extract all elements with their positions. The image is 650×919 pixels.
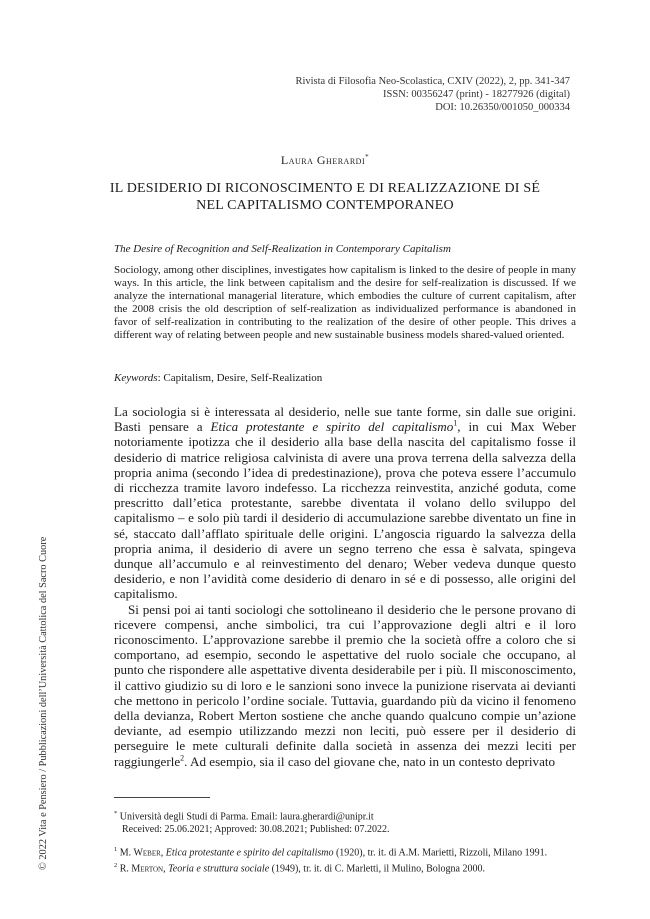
cited-work-title: Etica protestante e spirito del capitalismo bbox=[210, 419, 454, 435]
paragraph-1 bbox=[114, 404, 576, 602]
footnote-ref-2: 2 bbox=[180, 753, 185, 763]
author-name bbox=[0, 153, 650, 168]
article-title-line-1: IL DESIDERIO DI RICONOSCIMENTO E DI REALIZZAZIONE DI SÉ bbox=[109, 181, 541, 196]
article-title-line-2: NEL CAPITALISMO CONTEMPORANEO bbox=[196, 198, 454, 213]
issn: ISSN: 00356247 (print) - 18277926 (digital) bbox=[383, 89, 570, 100]
footnote-divider bbox=[114, 797, 210, 798]
footnote-ref-1: 1 bbox=[453, 418, 458, 428]
journal-header bbox=[230, 75, 570, 114]
author-footnote-marker: * bbox=[365, 153, 370, 161]
doi: DOI: 10.26350/001050_000334 bbox=[435, 102, 570, 113]
copyright-sidebar: © 2022 Vita e Pensiero / Pubblicazioni dell’Università Cattolica del Sacro Cuore bbox=[38, 536, 49, 870]
keywords-text: Capitalism, Desire, Self-Realization bbox=[163, 372, 323, 384]
paragraph-1-part-a: La sociologia si è interessata al desiderio, nelle sue tante forme, sin dalle sue origini. Basti pensare a bbox=[114, 404, 576, 435]
footnotes bbox=[114, 844, 584, 876]
english-title: The Desire of Recognition and Self-Realization in Contemporary Capitalism bbox=[114, 243, 451, 255]
paragraph-1-part-b: , in cui Max Weber notoriamente ipotizza che il desiderio alla base della nascita del capitalismo fosse il desiderio di matrice religiosa calvinista di avere una prova terrena della salvezza della propria anima (secondo l’idea di predestinazione), prova che poteva essere l’accumulo di ricchezza tramite lavoro indefesso. La ricchezza reinvestita, anziché goduta, come prescritto dall’etica protestante, sarebbe diventata il volano dello sviluppo del capitalismo – e solo più tardi il desiderio di accumulazione sarebbe diventato un fine in sé, staccato dall’afflato spirituale delle origini. L’angoscia riguardo la salvezza della propria anima, il desiderio di avere un segno terreno che essa è salvata, spingeva dunque all’accumulo e al reinvestimento del denaro; Weber vedeva dunque questo desiderio, e non l’avidità come desiderio di denaro in sé e di possesso, alle origini del capitalismo. bbox=[114, 419, 577, 602]
publication-dates: Received: 25.06.2021; Approved: 30.08.2021; Published: 07.2022. bbox=[122, 823, 390, 835]
abstract: Sociology, among other disciplines, investigates how capitalism is linked to the desire of people in many ways. In this article, the link between capitalism and the desire for self-realization is discussed. If we analyze the international managerial literature, which embodies the culture of current capitalism, after the 2008 crisis the old description of self-realization as individualized performance is abandoned in favor of self-realization in contributing to the realization of the desire of other people. This drives a different way of relating between people and new sustainable business models shared-valued oriented. bbox=[114, 264, 576, 341]
footnote-2-work: Teoria e struttura sociale bbox=[168, 863, 270, 875]
affiliation-text: Università degli Studi di Parma. Email: laura.gherardi@unipr.it bbox=[119, 811, 374, 823]
footnote-2: $^2$ R. Merton, Teoria e struttura sociale (1949), tr. it. di C. Marletti, il Mulino, Bologna 2000. bbox=[114, 861, 485, 875]
footnote-2-author: R. Merton bbox=[119, 863, 164, 875]
footnote-2-number: 2 bbox=[114, 861, 118, 869]
footnote-1-work: Etica protestante e spirito del capitalismo bbox=[165, 847, 334, 859]
keywords-separator: : bbox=[157, 372, 164, 384]
article-title bbox=[90, 180, 560, 214]
author-name-text: Laura Gherardi bbox=[280, 153, 366, 167]
paragraph-2-part-a: Si pensi poi ai tanti sociologi che sottolineano il desiderio che le persone provano di ricevere compensi, anche simbolici, tra cui l’approvazione degli altri e il loro riconoscimento. L’approvazione sarebbe il premio che la società offre a coloro che si comportano, ad esempio, secondo le aspettative del ruolo sociale che occupano, al punto che rispondere alle aspettative diventa desiderabile per i più. Il misconoscimento, il cattivo giudizio su di loro e le sanzioni sono invece la punizione riservata ai devianti che mettono in pericolo l’ordine sociale. Tuttavia, guardando più da vicino il fenomeno della devianza, Robert Merton sostiene che anche quando qualcuno compie un’azione deviante, ad esempio utilizzando mezzi non leciti, può essere per il desiderio di perseguire le mete culturali definite dalla società in assenza dei mezzi leciti per raggiungerle bbox=[114, 601, 576, 769]
author-affiliation-note bbox=[114, 808, 576, 836]
footnote-1: $^1$ M. Weber, Etica protestante e spirito del capitalismo (1920), tr. it. di A.M. Marietti, Rizzoli, Milano 1991. bbox=[114, 846, 548, 859]
footnote-1-number: 1 bbox=[114, 846, 118, 853]
paragraph-2 bbox=[114, 602, 576, 769]
footnote-2-details: (1949), tr. it. di C. Marletti, il Mulino, Bologna 2000. bbox=[269, 863, 485, 875]
journal-citation: Rivista di Filosofia Neo-Scolastica, CXIV (2022), 2, pp. 341-347 bbox=[295, 76, 570, 87]
affiliation-marker: * bbox=[114, 810, 118, 817]
footnote-1-author: M. Weber bbox=[119, 847, 161, 859]
body-text bbox=[114, 404, 576, 769]
paragraph-2-part-b: . Ad esempio, sia il caso del giovane che, nato in un contesto deprivato bbox=[184, 753, 556, 769]
footnote-1-details: (1920), tr. it. di A.M. Marietti, Rizzoli, Milano 1991. bbox=[333, 847, 548, 859]
keywords-label: Keywords bbox=[114, 372, 158, 384]
keywords bbox=[114, 372, 576, 384]
